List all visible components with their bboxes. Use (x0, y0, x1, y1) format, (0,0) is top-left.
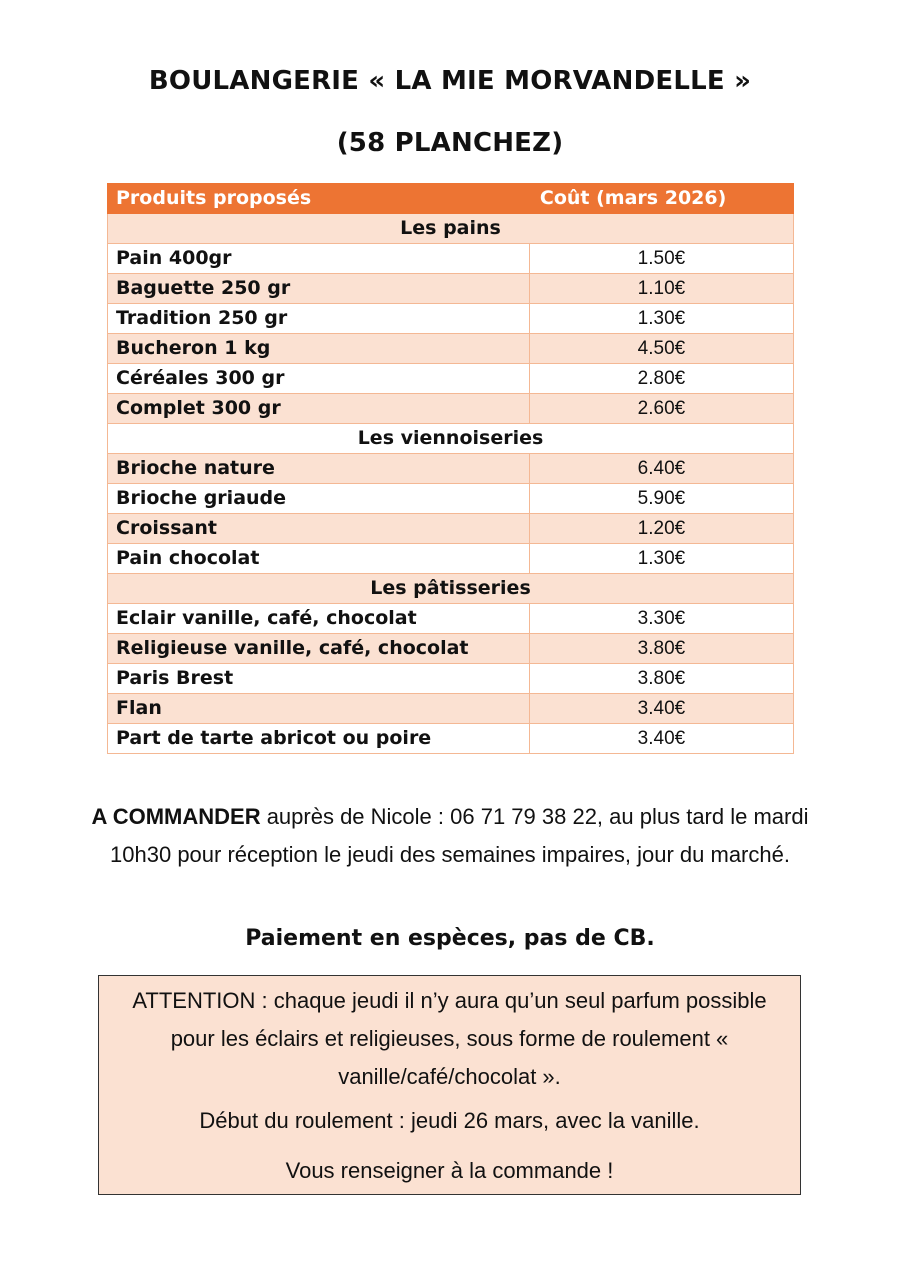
table-header-row (108, 184, 794, 214)
table-row (108, 724, 794, 754)
product-price: 2.80€ (529, 364, 793, 394)
table-row (108, 604, 794, 634)
product-price: 1.30€ (529, 304, 793, 334)
product-name: Pain 400gr (108, 244, 530, 274)
table-row (108, 304, 794, 334)
table-row (108, 634, 794, 664)
product-name: Tradition 250 gr (108, 304, 530, 334)
section-title: Les pains (108, 214, 794, 244)
table-row (108, 484, 794, 514)
product-price: 3.40€ (529, 694, 793, 724)
payment-info: Paiement en espèces, pas de CB. (245, 926, 655, 951)
product-price: 3.80€ (529, 664, 793, 694)
product-name: Céréales 300 gr (108, 364, 530, 394)
product-name: Complet 300 gr (108, 394, 530, 424)
table-row (108, 454, 794, 484)
order-text: auprès de Nicole : 06 71 79 38 22, au plus tard le mardi 10h30 pour réception le jeudi des semaines impaires, jour du marché. (110, 804, 809, 867)
section-row (108, 214, 794, 244)
product-name: Eclair vanille, café, chocolat (108, 604, 530, 634)
table-row (108, 394, 794, 424)
order-instructions (90, 798, 810, 874)
column-header-price: Coût (mars 2026) (529, 184, 793, 214)
product-name: Part de tarte abricot ou poire (108, 724, 530, 754)
notice-start-date: Début du roulement : jeudi 26 mars, avec la vanille. (199, 1108, 700, 1133)
table-row (108, 244, 794, 274)
product-name: Bucheron 1 kg (108, 334, 530, 364)
product-price: 1.50€ (529, 244, 793, 274)
table-row (108, 334, 794, 364)
section-title: Les pâtisseries (108, 574, 794, 604)
notice-attention: ATTENTION : chaque jeudi il n’y aura qu’un seul parfum possible pour les éclairs et religieuses, sous forme de roulement « vanille/café/chocolat ». (132, 988, 767, 1089)
table-row (108, 664, 794, 694)
product-name: Brioche griaude (108, 484, 530, 514)
product-price: 3.80€ (529, 634, 793, 664)
product-name: Religieuse vanille, café, chocolat (108, 634, 530, 664)
column-header-products: Produits proposés (108, 184, 530, 214)
table-row (108, 544, 794, 574)
product-price: 4.50€ (529, 334, 793, 364)
page-title: BOULANGERIE « LA MIE MORVANDELLE » (148, 66, 752, 96)
table-row (108, 364, 794, 394)
product-price: 5.90€ (529, 484, 793, 514)
product-name: Baguette 250 gr (108, 274, 530, 304)
section-row (108, 574, 794, 604)
product-price: 1.10€ (529, 274, 793, 304)
section-row (108, 424, 794, 454)
product-price: 3.40€ (529, 724, 793, 754)
notice-contact: Vous renseigner à la commande ! (285, 1158, 614, 1183)
section-title: Les viennoiseries (108, 424, 794, 454)
product-price: 1.30€ (529, 544, 793, 574)
product-name: Paris Brest (108, 664, 530, 694)
page-subtitle: (58 PLANCHEZ) (336, 128, 564, 158)
product-name: Pain chocolat (108, 544, 530, 574)
notice-box (98, 975, 801, 1195)
product-name: Croissant (108, 514, 530, 544)
product-price: 1.20€ (529, 514, 793, 544)
table-row (108, 514, 794, 544)
price-table (107, 183, 794, 754)
product-name: Flan (108, 694, 530, 724)
product-name: Brioche nature (108, 454, 530, 484)
product-price: 3.30€ (529, 604, 793, 634)
table-row (108, 274, 794, 304)
table-body (108, 214, 794, 754)
product-price: 6.40€ (529, 454, 793, 484)
product-price: 2.60€ (529, 394, 793, 424)
table-row (108, 694, 794, 724)
order-heading: A COMMANDER (91, 804, 261, 829)
